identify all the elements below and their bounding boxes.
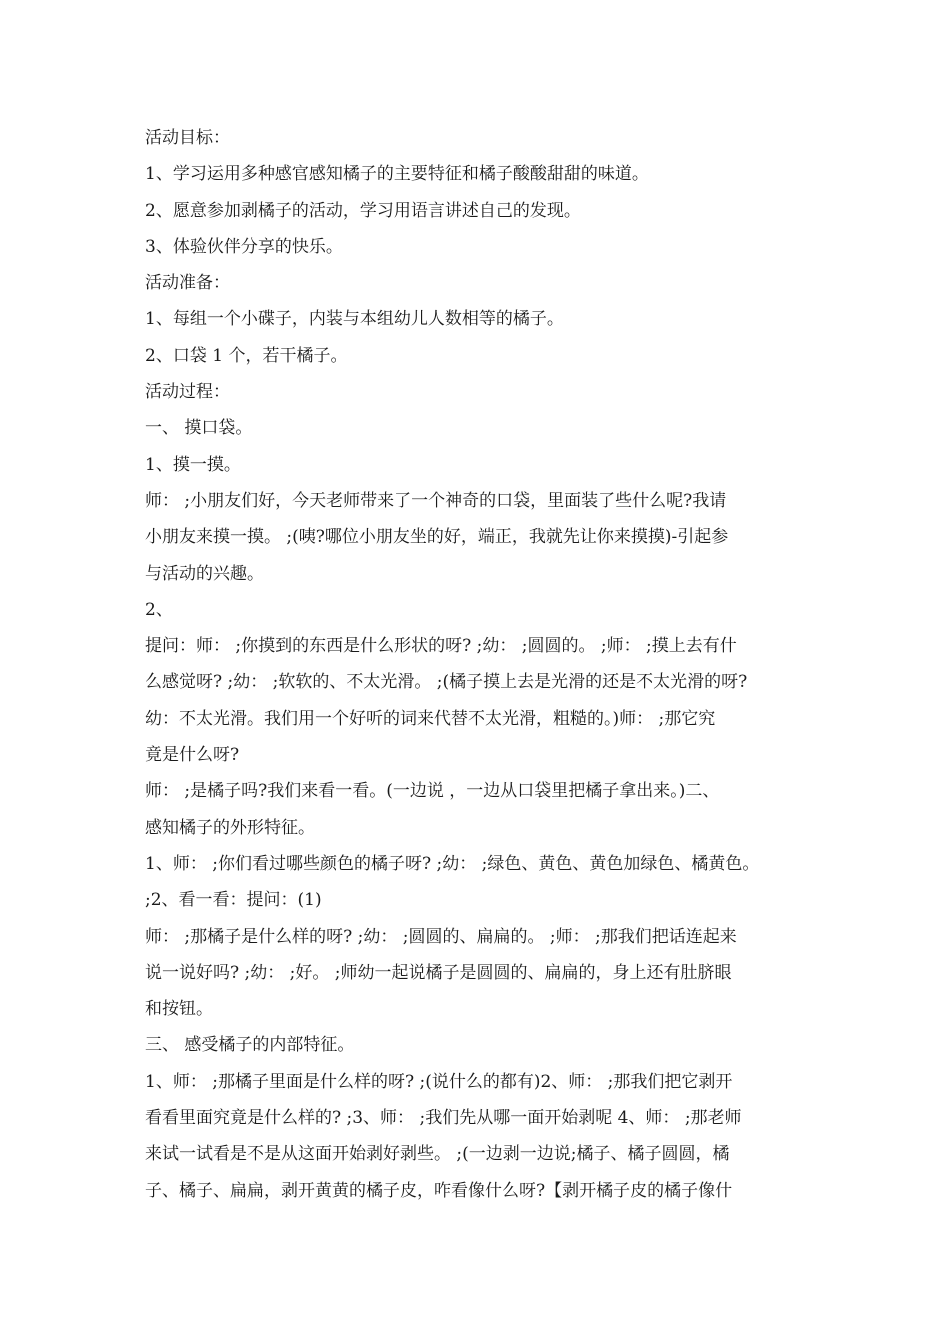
text-line: 3、体验伙伴分享的快乐。	[145, 236, 343, 257]
text-line: 师： ;是橘子吗?我们来看一看。(一边说 ，一边从口袋里把橘子拿出来。)二、	[145, 781, 720, 802]
text-line: 小朋友来摸一摸。 ;(咦?哪位小朋友坐的好，端正，我就先让你来摸摸)-引起参	[145, 527, 729, 548]
text-line: 1、学习运用多种感官感知橘子的主要特征和橘子酸酸甜甜的味道。	[145, 164, 649, 185]
text-line: 子、橘子、扁扁，剥开黄黄的橘子皮，咋看像什么呀?【剥开橘子皮的橘子像什	[145, 1180, 733, 1201]
text-line: 一、 摸口袋。	[145, 418, 253, 439]
text-line: 1、每组一个小碟子，内装与本组幼儿人数相等的橘子。	[145, 309, 564, 330]
text-line: 么感觉呀? ;幼： ;软软的、不太光滑。 ;(橘子摸上去是光滑的还是不太光滑的呀?	[145, 672, 748, 693]
text-line: 2、	[145, 599, 173, 620]
text-line: 1、师： ;你们看过哪些颜色的橘子呀? ;幼： ;绿色、黄色、黄色加绿色、橘黄色。	[145, 853, 760, 874]
text-line: 1、摸一摸。	[145, 454, 241, 475]
text-line: 幼：不太光滑。我们用一个好听的词来代替不太光滑，粗糙的。)师： ;那它究	[145, 708, 716, 729]
text-line: ;2、看一看：提问：(1)	[145, 890, 322, 911]
section-heading-goals: 活动目标：	[145, 128, 230, 148]
text-line: 2、口袋 1 个，若干橘子。	[145, 345, 348, 366]
text-line: 来试一试看是不是从这面开始剥好剥些。 ;(一边剥一边说;橘子、橘子圆圆，橘	[145, 1144, 730, 1165]
text-line: 说一说好吗? ;幼： ;好。 ;师幼一起说橘子是圆圆的、扁扁的，身上还有肚脐眼	[145, 962, 732, 983]
text-line: 看看里面究竟是什么样的? ;3、师： ;我们先从哪一面开始剥呢 4、师： ;那老师	[145, 1108, 742, 1129]
document-body	[145, 120, 815, 1209]
section-heading-preparation: 活动准备：	[145, 273, 230, 294]
text-line: 提问：师： ;你摸到的东西是什么形状的呀? ;幼： ;圆圆的。 ;师： ;摸上去有什	[145, 636, 737, 657]
text-line: 竟是什么呀?	[145, 745, 240, 766]
text-line: 师： ;小朋友们好，今天老师带来了一个神奇的口袋，里面装了些什么呢?我请	[145, 490, 727, 511]
text-line: 与活动的兴趣。	[145, 563, 264, 584]
text-line: 2、愿意参加剥橘子的活动，学习用语言讲述自己的发现。	[145, 200, 581, 221]
text-line: 感知橘子的外形特征。	[145, 817, 315, 838]
text-line: 师： ;那橘子是什么样的呀? ;幼： ;圆圆的、扁扁的。 ;师： ;那我们把话连起来	[145, 926, 737, 947]
text-line: 1、师： ;那橘子里面是什么样的呀? ;(说什么的都有)2、师： ;那我们把它剥开	[145, 1071, 733, 1092]
text-line: 和按钮。	[145, 999, 213, 1020]
section-heading-process: 活动过程：	[145, 382, 230, 403]
text-line: 三、 感受橘子的内部特征。	[145, 1035, 355, 1056]
